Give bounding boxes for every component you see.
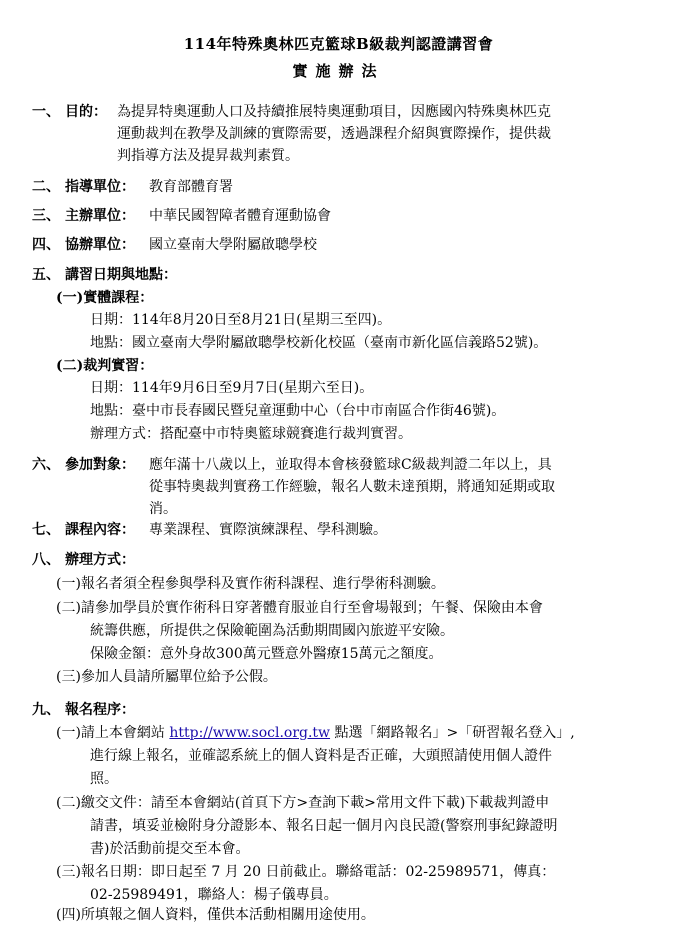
subsection-text: 辦理方式：搭配臺中市特奧籃球競賽進行裁判實習。 — [90, 426, 412, 442]
subsection-text: 02-25989491，聯絡人：楊子儀專員。 — [90, 887, 338, 903]
subsection-text: (一)請上本會網站 — [56, 725, 165, 741]
section-number: 三、 — [32, 208, 60, 224]
section-text: 專業課程、實際演練課程、學科測驗。 — [149, 522, 387, 538]
subsection-text: 請書，填妥並檢附身分證影本、報名日起一個月內良民證(警察刑事紀錄證明 — [90, 818, 558, 834]
subsection-text: (二)請參加學員於實作術科日穿著體育服並自行至會場報到；午餐、保險由本會 — [56, 600, 543, 616]
subsection-text: (三)參加人員請所屬單位給予公假。 — [56, 669, 277, 685]
section-label: 參加對象： — [65, 457, 135, 473]
subsection-text: 照。 — [90, 771, 118, 787]
section-text: 從事特奧裁判實務工作經驗，報名人數未達預期，將通知延期或取 — [149, 479, 555, 495]
section-text: 運動裁判在教學及訓練的實際需要，透過課程介紹與實際操作，提供裁 — [117, 126, 551, 142]
subsection-text: 書)於活動前提交至本會。 — [90, 841, 250, 857]
section-number: 四、 — [32, 237, 60, 253]
subsection-text: (一)報名者須全程參與學科及實作術科課程、進行學術科測驗。 — [56, 576, 445, 592]
subsection-text: 地點：臺中市長春國民暨兒童運動中心（台中市南區合作街46號)。 — [90, 403, 506, 419]
section-label: 辦理方式： — [65, 552, 135, 568]
subsection-text: 地點：國立臺南大學附屬啟聰學校新化校區（臺南市新化區信義路52號)。 — [90, 335, 548, 351]
subsection-label: (二)裁判實習： — [56, 358, 154, 374]
section-number: 六、 — [32, 457, 60, 473]
section-label: 報名程序： — [65, 702, 135, 718]
section-number: 一、 — [32, 104, 60, 120]
subsection-text: 統籌供應，所提供之保險範圍為活動期間國內旅遊平安險。 — [90, 623, 454, 639]
subsection-text: (四)所填報之個人資料，僅供本活動相關用途使用。 — [56, 907, 375, 923]
subsection-text: (二)繳交文件：請至本會網站(首頁下方>查詢下載>常用文件下載)下載裁判證申 — [56, 795, 550, 811]
section-text: 應年滿十八歲以上，並取得本會核發籃球C級裁判證二年以上，具 — [149, 457, 552, 473]
section-text: 為提昇特奧運動人口及持續推展特奧運動項目，因應國內特殊奧林匹克 — [117, 104, 551, 120]
subsection-text: (三)報名日期：即日起至 7 月 20 日前截止。聯絡電話：02-25989571，傳真： — [56, 864, 556, 880]
subsection-text: 點選「網路報名」>「研習報名登入」, — [334, 725, 575, 741]
subsection-text: 進行線上報名，並確認系統上的個人資料是否正確，大頭照請使用個人證件 — [90, 748, 552, 764]
section-label: 主辦單位： — [65, 208, 135, 224]
subsection-text: 保險金額：意外身故300萬元暨意外醫療15萬元之額度。 — [90, 646, 443, 662]
document-title: 114年特殊奧林匹克籃球B級裁判認證講習會 — [183, 35, 494, 53]
section-label: 協辦單位： — [65, 237, 135, 253]
subsection-label: (一)實體課程： — [56, 290, 154, 306]
subsection-text: 日期：114年8月20日至8月21日(星期三至四)。 — [90, 312, 392, 328]
section-number: 五、 — [32, 267, 60, 283]
section-label: 課程內容： — [65, 522, 135, 538]
section-label: 講習日期與地點： — [65, 267, 177, 283]
section-text: 判指導方法及提昇裁判素質。 — [117, 148, 299, 164]
website-link[interactable]: http://www.socl.org.tw — [169, 725, 331, 741]
subsection-text: 日期：114年9月6日至9月7日(星期六至日)。 — [90, 380, 374, 396]
section-text: 國立臺南大學附屬啟聰學校 — [149, 237, 317, 253]
registration-line-1 — [56, 723, 575, 743]
document-subtitle: 實施辦法 — [292, 62, 385, 80]
section-number: 八、 — [32, 552, 60, 568]
section-text: 消。 — [149, 501, 177, 517]
section-number: 二、 — [32, 179, 60, 195]
section-text: 中華民國智障者體育運動協會 — [149, 208, 331, 224]
section-text: 教育部體育署 — [149, 179, 233, 195]
section-label: 目的： — [65, 104, 107, 120]
section-number: 七、 — [32, 522, 60, 538]
section-label: 指導單位： — [65, 179, 135, 195]
section-number: 九、 — [32, 702, 60, 718]
